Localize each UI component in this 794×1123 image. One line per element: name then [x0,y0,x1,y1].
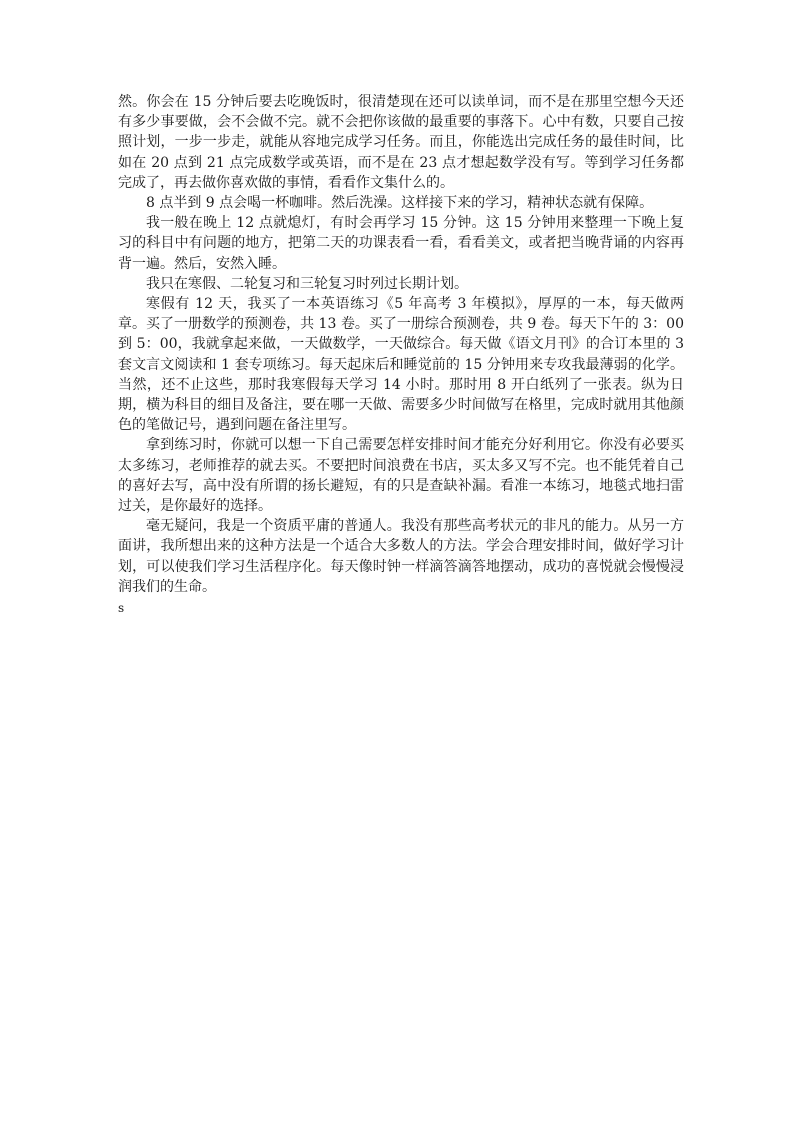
paragraph: 8 点半到 9 点会喝一杯咖啡。然后洗澡。这样接下来的学习，精神状态就有保障。 [146,195,654,212]
paragraph: 我一般在晚上 12 点就熄灯，有时会再学习 15 分钟。这 15 分钟用来整理一下晚上复习的科目中有问题的地方，把第二天的功课表看一看，看看美文，或者把当晚背诵的内容再背一遍。然后，安然入睡。 [118,215,684,272]
paragraph: 寒假有 12 天，我买了一本英语练习《5 年高考 3 年模拟》，厚厚的一本，每天做两章。买了一册数学的预测卷，共 13 卷。买了一册综合预测卷，共 9 卷。每天下午的 3：00 到 5：00，我就拿起来做，一天做数学，一天做综合。每天做《语文月刊》的合订本里的 3 套文言文阅读和 1 套专项练习。每天起床后和睡觉前的 15 分钟用来专攻我最薄弱的化学。当然，还不止这些，那时我寒假每天学习 14 小时。那时用 8 开白纸列了一张表。纵为日期，横为科目的细目及备注，要在哪一天做、需要多少时间做写在格里，完成时就用其他颜色的笔做记号，遇到问题在备注里写。 [118,296,684,434]
paragraph: 毫无疑问，我是一个资质平庸的普通人。我没有那些高考状元的非凡的能力。从另一方面讲，我所想出来的这种方法是一个适合大多数人的方法。学会合理安排时间，做好学习计划，可以使我们学习生活程序化。每天像时钟一样滴答滴答地摆动，成功的喜悦就会慢慢浸润我们的生命。 [118,518,684,595]
paragraph: 然。你会在 15 分钟后要去吃晚饭时，很清楚现在还可以读单词，而不是在那里空想今天还有多少事要做，会不会做不完。就不会把你该做的最重要的事落下。心中有数，只要自己按照计划，一步一步走，就能从容地完成学习任务。而且，你能选出完成任务的最佳时间，比如在 20 点到 21 点完成数学或英语，而不是在 23 点才想起数学没有写。等到学习任务都完成了，再去做你喜欢做的事情，看看作文集什么的。 [118,94,684,191]
trailing-mark: s [118,601,125,616]
document-page [118,92,684,617]
paragraph: 我只在寒假、二轮复习和三轮复习时列过长期计划。 [146,275,468,292]
paragraph: 拿到练习时，你就可以想一下自己需要怎样安排时间才能充分好利用它。你没有必要买太多练习，老师推荐的就去买。不要把时间浪费在书店，买太多又写不完。也不能凭着自己的喜好去写，高中没有所谓的扬长避短，有的只是查缺补漏。看准一本练习，地毯式地扫雷过关，是你最好的选择。 [118,437,684,515]
